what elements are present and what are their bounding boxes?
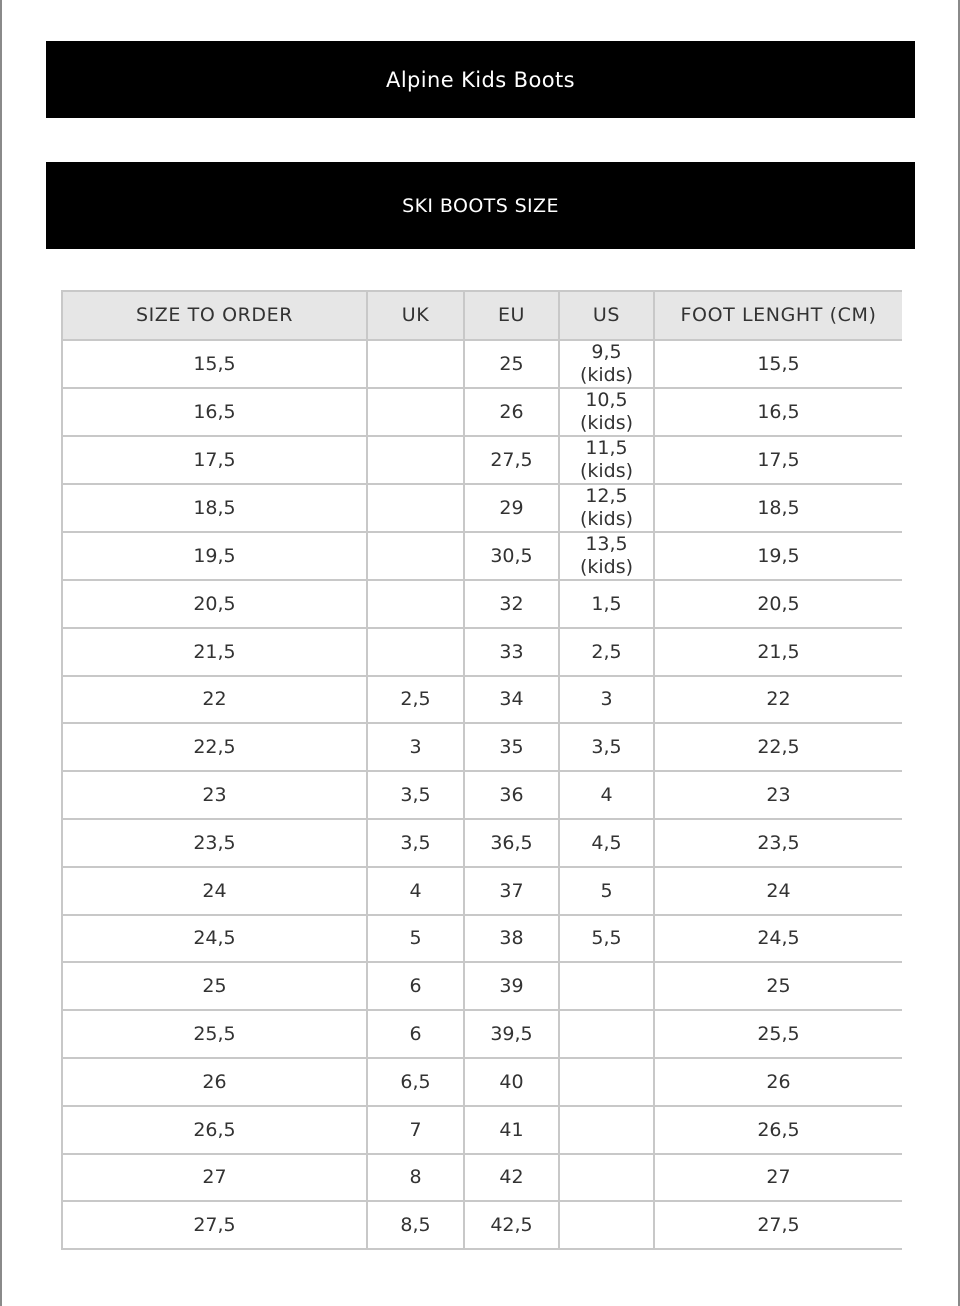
eu-cell: 39 — [464, 962, 559, 1010]
table-row — [62, 915, 902, 963]
size-to-order-cell: 25,5 — [62, 1010, 367, 1058]
eu-cell: 29 — [464, 484, 559, 532]
eu-cell: 38 — [464, 915, 559, 963]
uk-cell — [367, 484, 464, 532]
page-border-left — [0, 0, 2, 1306]
size-to-order-cell: 24,5 — [62, 915, 367, 963]
table-row — [62, 388, 902, 436]
table-row — [62, 484, 902, 532]
table-row — [62, 676, 902, 724]
uk-cell: 5 — [367, 915, 464, 963]
table-row — [62, 580, 902, 628]
size-to-order-cell: 16,5 — [62, 388, 367, 436]
foot-length-cell: 22 — [654, 676, 902, 724]
us-cell — [559, 1010, 654, 1058]
eu-cell: 36,5 — [464, 819, 559, 867]
subtitle-banner — [46, 162, 915, 249]
table-row — [62, 1010, 902, 1058]
eu-cell: 32 — [464, 580, 559, 628]
size-to-order-cell: 26 — [62, 1058, 367, 1106]
us-cell — [559, 532, 654, 580]
eu-cell: 27,5 — [464, 436, 559, 484]
us-size-value: 11,5 — [585, 437, 628, 459]
table-header-row — [62, 291, 902, 340]
us-cell — [559, 436, 654, 484]
us-cell — [559, 1201, 654, 1249]
foot-length-cell: 27,5 — [654, 1201, 902, 1249]
us-cell: 2,5 — [559, 628, 654, 676]
eu-cell: 30,5 — [464, 532, 559, 580]
eu-cell: 42 — [464, 1154, 559, 1202]
us-size-note: (kids) — [579, 460, 634, 482]
eu-cell: 26 — [464, 388, 559, 436]
uk-cell — [367, 436, 464, 484]
uk-cell: 6,5 — [367, 1058, 464, 1106]
eu-cell: 41 — [464, 1106, 559, 1154]
table-row — [62, 962, 902, 1010]
foot-length-cell: 18,5 — [654, 484, 902, 532]
size-to-order-cell: 26,5 — [62, 1106, 367, 1154]
size-to-order-cell: 22,5 — [62, 723, 367, 771]
eu-cell: 33 — [464, 628, 559, 676]
uk-cell: 8 — [367, 1154, 464, 1202]
size-to-order-cell: 25 — [62, 962, 367, 1010]
header-uk: UK — [367, 291, 464, 340]
uk-cell — [367, 580, 464, 628]
uk-cell — [367, 340, 464, 388]
table-row — [62, 1201, 902, 1249]
table-row — [62, 628, 902, 676]
us-cell: 3,5 — [559, 723, 654, 771]
title-banner — [46, 41, 915, 118]
foot-length-cell: 24,5 — [654, 915, 902, 963]
size-to-order-cell: 24 — [62, 867, 367, 915]
header-eu: EU — [464, 291, 559, 340]
table-row — [62, 340, 902, 388]
foot-length-cell: 23,5 — [654, 819, 902, 867]
uk-cell: 3 — [367, 723, 464, 771]
eu-cell: 35 — [464, 723, 559, 771]
header-size-to-order: SIZE TO ORDER — [62, 291, 367, 340]
us-size-note: (kids) — [579, 364, 634, 386]
us-size-note: (kids) — [579, 556, 634, 578]
size-to-order-cell: 22 — [62, 676, 367, 724]
size-to-order-cell: 27,5 — [62, 1201, 367, 1249]
uk-cell — [367, 532, 464, 580]
uk-cell — [367, 388, 464, 436]
us-cell: 3 — [559, 676, 654, 724]
page-title: Alpine Kids Boots — [386, 67, 575, 92]
us-cell — [559, 1106, 654, 1154]
eu-cell: 39,5 — [464, 1010, 559, 1058]
size-chart-table — [61, 290, 902, 1250]
us-size-value: 13,5 — [585, 533, 628, 555]
table-row — [62, 436, 902, 484]
us-size-value: 12,5 — [585, 485, 628, 507]
foot-length-cell: 17,5 — [654, 436, 902, 484]
uk-cell: 8,5 — [367, 1201, 464, 1249]
size-to-order-cell: 17,5 — [62, 436, 367, 484]
uk-cell: 7 — [367, 1106, 464, 1154]
us-cell: 5,5 — [559, 915, 654, 963]
size-to-order-cell: 23,5 — [62, 819, 367, 867]
uk-cell: 3,5 — [367, 819, 464, 867]
us-cell — [559, 1154, 654, 1202]
eu-cell: 25 — [464, 340, 559, 388]
table-row — [62, 723, 902, 771]
eu-cell: 42,5 — [464, 1201, 559, 1249]
table-row — [62, 771, 902, 819]
us-cell: 4 — [559, 771, 654, 819]
section-title: SKI BOOTS SIZE — [402, 194, 559, 217]
size-to-order-cell: 27 — [62, 1154, 367, 1202]
header-us: US — [559, 291, 654, 340]
us-size-note: (kids) — [579, 508, 634, 530]
foot-length-cell: 26 — [654, 1058, 902, 1106]
eu-cell: 36 — [464, 771, 559, 819]
us-cell: 4,5 — [559, 819, 654, 867]
foot-length-cell: 22,5 — [654, 723, 902, 771]
us-size-note: (kids) — [579, 412, 634, 434]
uk-cell: 6 — [367, 1010, 464, 1058]
size-to-order-cell: 21,5 — [62, 628, 367, 676]
eu-cell: 40 — [464, 1058, 559, 1106]
us-cell — [559, 1058, 654, 1106]
us-cell: 5 — [559, 867, 654, 915]
foot-length-cell: 23 — [654, 771, 902, 819]
foot-length-cell: 20,5 — [654, 580, 902, 628]
table-body — [62, 340, 902, 1249]
us-cell — [559, 962, 654, 1010]
size-to-order-cell: 20,5 — [62, 580, 367, 628]
size-to-order-cell: 18,5 — [62, 484, 367, 532]
foot-length-cell: 21,5 — [654, 628, 902, 676]
table-row — [62, 532, 902, 580]
table-row — [62, 867, 902, 915]
foot-length-cell: 15,5 — [654, 340, 902, 388]
eu-cell: 37 — [464, 867, 559, 915]
us-cell: 1,5 — [559, 580, 654, 628]
us-cell — [559, 388, 654, 436]
eu-cell: 34 — [464, 676, 559, 724]
size-to-order-cell: 23 — [62, 771, 367, 819]
us-cell — [559, 340, 654, 388]
table-row — [62, 1106, 902, 1154]
size-to-order-cell: 19,5 — [62, 532, 367, 580]
foot-length-cell: 26,5 — [654, 1106, 902, 1154]
foot-length-cell: 25,5 — [654, 1010, 902, 1058]
table-row — [62, 819, 902, 867]
table-row — [62, 1154, 902, 1202]
uk-cell: 2,5 — [367, 676, 464, 724]
uk-cell: 6 — [367, 962, 464, 1010]
uk-cell — [367, 628, 464, 676]
uk-cell: 4 — [367, 867, 464, 915]
us-size-value: 10,5 — [585, 389, 628, 411]
header-foot-length: FOOT LENGHT (CM) — [654, 291, 902, 340]
us-size-value: 9,5 — [591, 341, 622, 363]
foot-length-cell: 25 — [654, 962, 902, 1010]
foot-length-cell: 27 — [654, 1154, 902, 1202]
table-row — [62, 1058, 902, 1106]
size-to-order-cell: 15,5 — [62, 340, 367, 388]
foot-length-cell: 24 — [654, 867, 902, 915]
us-cell — [559, 484, 654, 532]
foot-length-cell: 16,5 — [654, 388, 902, 436]
uk-cell: 3,5 — [367, 771, 464, 819]
foot-length-cell: 19,5 — [654, 532, 902, 580]
